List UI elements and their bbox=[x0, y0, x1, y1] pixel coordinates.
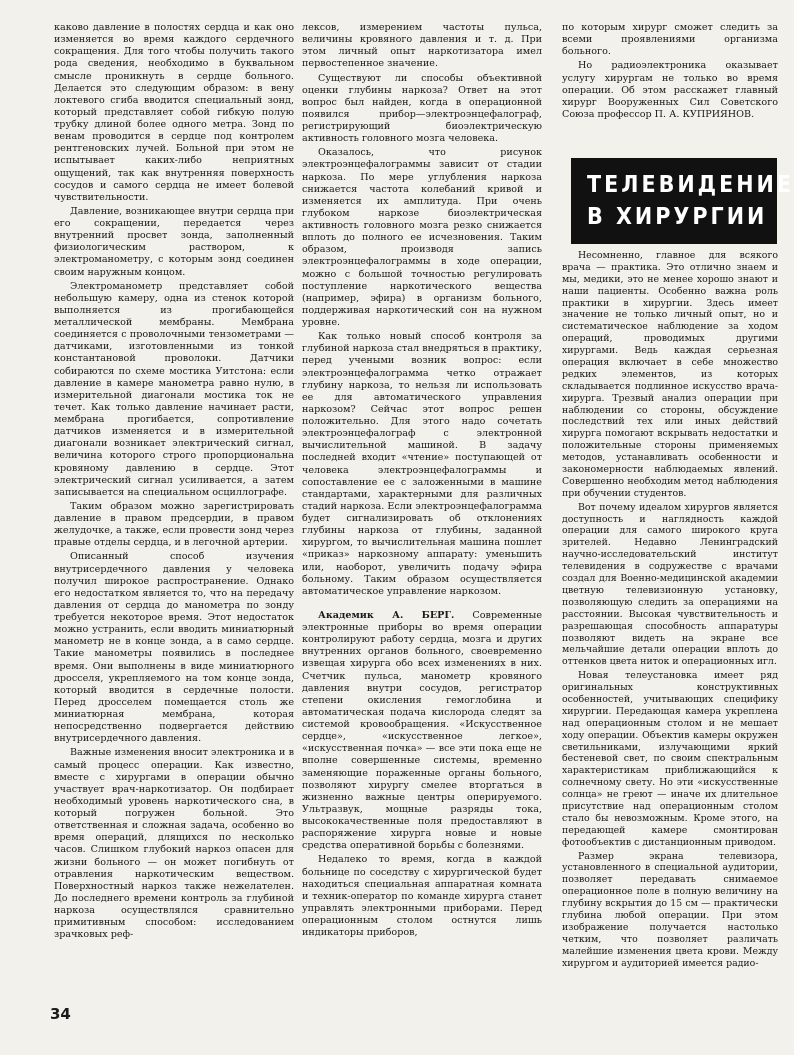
page-number: 34 bbox=[50, 1005, 71, 1023]
paragraph: Размер экрана телевизора, установленного в специальной аудитории, позволяет передавать снимаемое операционное поле в полную величину на глубину вскрытия до 15 см — практически глубина любой операции. При этом изображение получается настолько четким, что позволяет различать малейшие изменения цвета крови. Между хирургом и аудиторией имеется радио- bbox=[562, 850, 778, 969]
paragraph: Несомненно, главное для всякого врача — практика. Это отлично знаем и мы, медики, это не менее хорошо знают и наши пациенты. Особенно важна роль практики в хирургии. Здесь имеет значение не только личный опыт, но и систематическое наблюдение за ходом операций, проводимых другими хирургами. Ведь каждая серьезная операция включает в себе множество редких элементов, из которых складывается подлинное искусство врача-хирурга. Трезвый анализ операции при наблюдении со стороны, обсуждение последствий тех или иных действий хирурга помогают вскрывать недостатки и положительные стороны применяемых методов, устанавливать особенности и закономерности наблюдаемых явлений. Совершенно необходим метод наблюдения при обучении студентов. bbox=[562, 250, 778, 499]
column-3-bottom bbox=[562, 250, 778, 969]
paragraph-text: Современные электронные приборы во время операции контролируют работу сердца, мозга и других внутренних органов больного, своевременно извещая хирурга обо всех изменениях в них. Счетчик пульса, манометр кровяного давления внутри сосудов, регистратор степени окисления гемоглобина и автоматическая подача кислорода следят за системой кровообращения. «Искусственное сердце», «искусственное легкое», «искусственная почка» — все эти пока еще не вполне совершенные системы, временно заменяющие пораженные органы больного, позволяют хирургу смелее вторгаться в жизненно важные центры оперируемого. Ультразвук, мощные разряды тока, высококачественные поля предоставляют в распоряжение хирурга новые и новые средства оперативной борьбы с болезнями. bbox=[302, 609, 542, 852]
paragraph: Оказалось, что рисунок электроэнцефалограммы зависит от стадии наркоза. По мере углубления наркоза снижается частота колебаний кривой и изменяется их амплитуда. При очень глубоком наркозе биоэлектрическая активность головного мозга резко снижается вплоть до полного ее исчезновения. Таким образом, производя запись электроэнцефалограммы в ходе операции, можно с большой точностью регулировать поступление наркотического вещества (например, эфира) в организм больного, поддерживая наркотический сон на нужном уровне. bbox=[302, 147, 542, 328]
paragraph: Таким образом можно зарегистрировать давление в правом предсердии, в правом желудочке, а также, если провести зонд через правые отделы сердца, и в легочной артерии. bbox=[54, 500, 294, 549]
banner-title-line1: ТЕЛЕВИДЕНИЕ bbox=[587, 172, 794, 198]
paragraph: Новая телеустановка имеет ряд оригинальных конструктивных особенностей, учитывающих специфику хирургии. Передающая камера укреплена над операционным столом и не мешает ходу операции. Объектив камеры окружен светильниками, излучающими яркий бестеневой свет, по своим спектральным характеристикам приближающийся к солнечному свету. Но эти «искусственные солнца» не греют — иначе их длительное присутствие над операционным столом стало бы невозможным. Кроме этого, на передающей камере смонтирован фотообъектив с дистанционным приводом. bbox=[562, 670, 778, 848]
paragraph: Вот почему идеалом хирургов является доступность и наглядность каждой операции для самого широкого круга зрителей. Недавно Ленинградский научно-исследовательский институт телевидения в содружестве с врачами создал для Военно-медицинской академии цветную телевизионную установку, позволяющую следить за операциями на расстоянии. Высокая чувствительность и разрешающая способность аппаратуры позволяют видеть на экране все мельчайшие детали операции вплоть до оттенков цвета ниток и операционных игл. bbox=[562, 501, 778, 668]
paragraph: Недалеко то время, когда в каждой больнице по соседству с хирургической будет находиться специальная аппаратная комната и техник-оператор по команде хирурга станет управлять электронными приборами. Перед операционным столом остнутся лишь индикаторы приборов, bbox=[302, 854, 542, 939]
banner-title-line2: В ХИРУРГИИ bbox=[587, 204, 768, 230]
column-2 bbox=[302, 22, 542, 939]
paragraph bbox=[302, 610, 542, 853]
paragraph: Но радиоэлектроника оказывает услугу хирургам не только во время операции. Об этом расскажет главный хирург Вооруженных Сил Советского Союза профессор П. А. КУПРИЯНОВ. bbox=[562, 60, 778, 120]
paragraph: лексов, измерением частоты пульса, величины кровяного давления и т. д. При этом личный опыт наркотизатора имел первостепенное значение. bbox=[302, 22, 542, 70]
paragraph: Давление, возникающее внутри сердца при его сокращении, передается через внутренний просвет зонда, заполненный физиологическим раствором, к электроманометру, с которым зонд соединен своим наружным концом. bbox=[54, 205, 294, 278]
paragraph: Электроманометр представляет собой небольшую камеру, одна из стенок которой выполняется из прогибающейся металлической мембраны. Мембрана соединяется с проволочными тензометрами — датчиками, изготовленными из тонкой константановой проволоки. Датчики собираются по схеме мостика Уитстона: если давление в камере манометра равно нулю, в измерительной диагонали мостика ток не течет. Как только давление начинает расти, мембрана прогибается, сопротивление датчиков изменяется и в измерительной диагонали возникает электрический сигнал, величина которого строго пропорциональна кровяному давлению в сердце. Этот электрический сигнал усиливается, а затем записывается на специальном осциллографе. bbox=[54, 280, 294, 498]
paragraph: Важные изменения вносит электроника и в самый процесс операции. Как известно, вместе с хирургами в операции обычно участвует врач-наркотизатор. Он подбирает необходимый уровень наркотического сна, в который погружен больной. Это ответственная и сложная задача, особенно во время операций, длящихся по несколько часов. Слишком глубокий наркоз опасен для жизни больного — он может погибнуть от отравления наркотическим веществом. Поверхностный наркоз также нежелателен. До последнего времени контроль за глубиной наркоза осуществлялся сравнительно примитивным способом: исследованием зрачковых реф- bbox=[54, 747, 294, 941]
paragraph: по которым хирург сможет следить за всеми проявлениями организма больного. bbox=[562, 22, 778, 58]
column-3-top bbox=[562, 22, 778, 121]
paragraph: каково давление в полостях сердца и как оно изменяется во время каждого сердечного сокращения. Для того чтобы получить такого рода сведения, необходимо в буквальном смысле проникнуть в сердце больного. Делается это следующим образом: в вену локтевого сгиба вводится специальный зонд, который представляет собой гибкую полую трубку длиной более одного метра. Зонд по венам проводится в сердце под контролем рентгеновских лучей. Больной при этом не испытывает каких-либо неприятных ощущений, так как внутренняя поверхность сосудов и самого сердца не имеет болевой чувствительности. bbox=[54, 22, 294, 203]
paragraph: Существуют ли способы объективной оценки глубины наркоза? Ответ на этот вопрос был найден, когда в операционной появился прибор—электроэнцефалограф, регистрирующий биоэлектрическую активность головного мозга человека. bbox=[302, 72, 542, 145]
column-1 bbox=[54, 22, 294, 941]
author-name: Академик А. БЕРГ. bbox=[318, 609, 455, 621]
paragraph: Описанный способ изучения внутрисердечного давления у человека получил широкое распространение. Однако его недостатком является то, что на передачу давления от сердца до манометра по зонду требуется некоторое время. Этот недостаток можно устранить, если вводить миниатюрный манометр не в конце зонда, а в само сердце. Такие манометры появились в последнее время. Они выполнены в виде миниатюрного дросселя, укрепляемого на том конце зонда, который вводится в сердечные полости. Перед дросселем помещается столь же миниатюрная мембрана, которая непосредственно подвергается действию внутрисердечного давления. bbox=[54, 551, 294, 745]
section-title-banner bbox=[571, 158, 794, 244]
paragraph: Как только новый способ контроля за глубиной наркоза стал внедряться в практику, перед учеными возник вопрос: если электроэнцефалограмма четко отражает глубину наркоза, то нельзя ли использовать ее для автоматического управления наркозом? Сейчас этот вопрос решен положительно. Для этого надо сочетать электроэнцефалограф с электронной вычислительной машиной. В задачу последней входит «чтение» поступающей от человека электроэнцефалограммы и сопоставление ее с заложенными в машине стандартами, характерными для различных стадий наркоза. Если электроэнцефалограмма будет сигнализировать об отклонениях глубины наркоза от глубины, заданной хирургом, то вычислительная машина пошлет «приказ» наркозному аппарату: уменьшить или, наоборот, увеличить подачу эфира больному. Таким образом осуществляется автоматическое управление наркозом. bbox=[302, 331, 542, 597]
